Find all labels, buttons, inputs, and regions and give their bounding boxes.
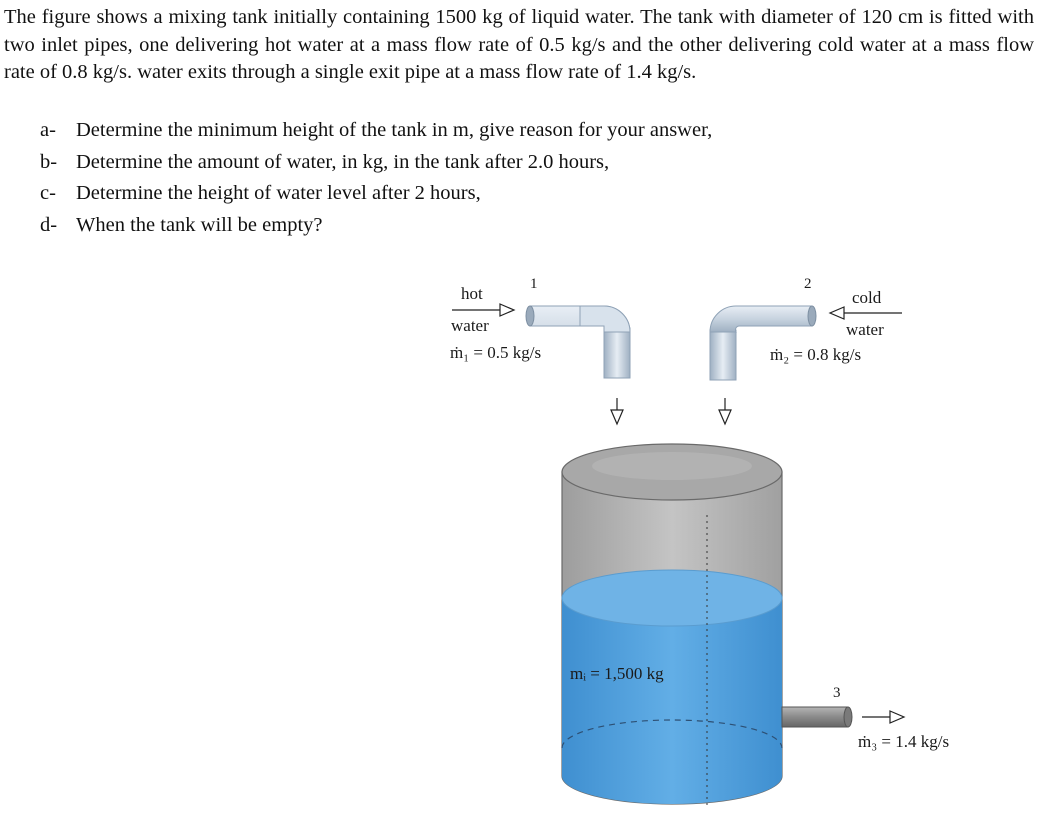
downflow-arrowhead xyxy=(719,410,731,424)
pipe-down-segment xyxy=(604,328,630,378)
inlet2-number: 2 xyxy=(804,276,812,292)
pipe-elbow xyxy=(580,306,630,332)
question-text: Determine the height of water level after 2 hours, xyxy=(76,182,481,204)
flow-arrowhead-right xyxy=(890,711,904,723)
question-text: When the tank will be empty? xyxy=(76,213,323,236)
flow-arrowhead-right xyxy=(500,304,514,316)
question-text: Determine the minimum height of the tank in m, give reason for your answer, xyxy=(76,119,713,141)
question-letter: b- xyxy=(40,150,58,173)
tank xyxy=(562,444,782,805)
inlet1-number: 1 xyxy=(530,276,538,292)
inlet1-label-hot: hot xyxy=(461,284,483,303)
water-body xyxy=(562,598,782,804)
outlet-pipe xyxy=(782,707,904,727)
inlet1-label-water: water xyxy=(451,316,489,335)
question-letter: a- xyxy=(40,119,56,141)
pipe-opening xyxy=(526,306,534,326)
inlet1-flow-rate: ṁ₁ = 0.5 kg/s xyxy=(450,343,542,362)
pipe-body xyxy=(782,707,848,727)
flow-arrowhead-left xyxy=(830,307,844,319)
downflow-arrowhead xyxy=(611,410,623,424)
outlet-number: 3 xyxy=(833,685,841,701)
inlet2-flow-rate: ṁ₂ = 0.8 kg/s xyxy=(770,345,862,364)
question-text: Determine the amount of water, in kg, in the tank after 2.0 hours, xyxy=(76,150,610,173)
pipe-opening xyxy=(808,306,816,326)
inlet2-label-cold: cold xyxy=(852,288,882,307)
question-letter: d- xyxy=(40,213,58,236)
question-letter: c- xyxy=(40,182,56,204)
problem-statement: The figure shows a mixing tank initially containing 1500 kg of liquid water. The tank with diameter of 120 cm is fitted with two inlet pipes, one delivering hot water at a mass flow rate of 0.5 kg/s and the other delivering cold water at a mass flow rate of 0.8 kg/s. water exits through a single exit pipe at a mass flow rate of 1.4 kg/s. xyxy=(4,6,1034,83)
water-surface xyxy=(562,570,782,626)
tank-top-highlight xyxy=(592,452,752,480)
inlet2-label-water: water xyxy=(846,320,884,339)
outlet-flow-rate: ṁ₃ = 1.4 kg/s xyxy=(858,732,950,751)
pipe-opening xyxy=(844,707,852,727)
pipe-elbow xyxy=(710,306,812,332)
pipe-down-segment xyxy=(710,330,736,380)
initial-mass-label: mᵢ = 1,500 kg xyxy=(570,664,664,683)
